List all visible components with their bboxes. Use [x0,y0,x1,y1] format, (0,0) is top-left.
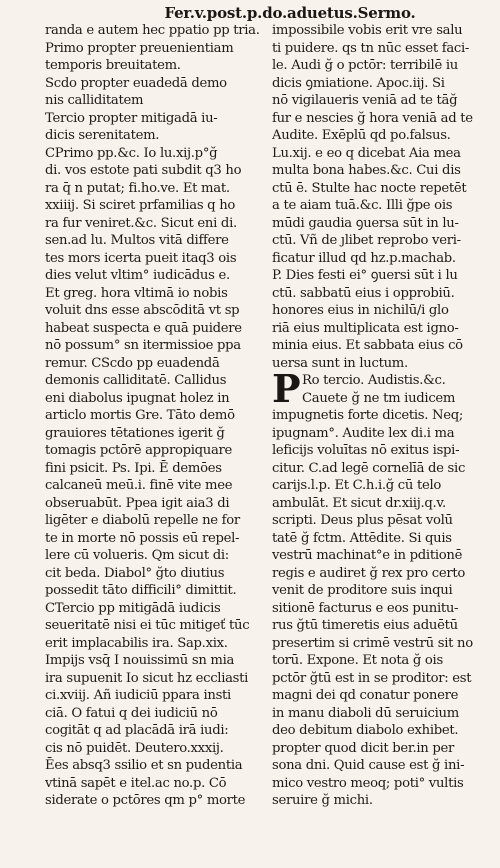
text-line: lere cū volueris. Qm sicut di: [45,548,229,563]
text-line: presertim si crimē vestrū sit no [272,635,473,651]
text-line: grauiores tētationes igerit ğ [45,425,225,441]
text-line: multa bona habes.&c. Cui dis [272,163,461,178]
text-line: di. vos estote pati subdit q3 ho [45,163,242,178]
text-line: voluit dns esse abscōditā vt sp [45,303,240,318]
text-line: ra fur veniret.&c. Sicut eni di. [45,215,237,231]
text-line: xxiiij. Si sciret prfamilias q ho [45,198,236,213]
text-line: deo debitum diabolo exhibet. [272,723,459,738]
text-line: citur. C.ad legē cornelīā de sic [272,460,466,476]
text-line: ira supuenit Io sicut hz eccliasti [45,670,249,686]
dropcap-initial: P [272,366,301,411]
right-column [272,22,494,810]
text-line: cit beda. Diabol° ğto diutius [45,565,225,581]
text-line: Scdo propter euadedā demo [45,75,227,91]
text-line: mūdi gaudia ꝯuersa sūt in lu- [272,215,459,231]
text-line: vtinā sapēt e itel.ac no.p. Cō [45,775,227,791]
text-line: Primo propter preuenientiam [45,40,234,56]
text-line: seueritatē nisi ei tūc mitigeť tūc [45,618,250,633]
text-line: nō possum° sn itermissioe ppa [45,338,241,353]
text-line: propter quod dicit ber.in per [272,740,455,756]
text-line: ligēter e diabolū repelle ne for [45,513,240,528]
text-line: Tercio propter mitigadā iu- [45,110,218,126]
text-line: impossibile vobis erit vre salu [272,23,463,38]
text-line: pctōr ğtū est in se proditor: est [272,670,472,686]
text-line: dicis serenitatem. [45,128,160,143]
text-line: tomagis pctōrē appropiquare [45,443,233,458]
text-line: Ro tercio. Audistis.&c. [302,373,446,388]
text-line: leficijs voluītas nō exitus ispi- [272,443,460,458]
running-header: Fer.v.post.p.do.aduetus.Sermo. [164,4,416,22]
text-line: sen.ad lu. Multos vitā differe [45,233,229,248]
text-line: le. Audi ğ o pctōr: terribilē iu [272,58,458,73]
text-line: vestrū machinat°e in pditionē [272,548,463,563]
text-line: venit de proditore suis inqui [272,583,453,598]
text-line: randa e autem hec ppatio pp tria. [45,23,260,38]
right-column-bottom [272,407,494,810]
text-line: riā eius multiplicata est igno- [272,320,459,336]
text-line: fini psicit. Ps. Ipi. Ē demōes [45,460,222,476]
text-line: calcaneū meū.i. finē vite mee [45,478,233,493]
text-line: obseruabūt. Ppea igit aia3 di [45,495,230,511]
text-line: habeat suspecta e quā puidere [45,320,242,336]
text-line: dies velut vltim° iudicādus e. [45,268,230,283]
text-line: torū. Expone. Et nota ğ ois [272,653,443,668]
text-line: Impijs vsq̄ I nouissimū sn mia [45,653,235,668]
text-line: erit implacabilis ira. Sap.xix. [45,635,228,651]
text-line: Ēes absq3 ssilio et sn pudentia [45,758,243,773]
text-line: cogitāt q ad placādā irā iudi: [45,723,229,738]
paragraph-dropcap-block [272,366,494,411]
text-line: regis e audiret ğ rex pro certo [272,565,466,581]
text-line: mico vestro meoq; poti° vultis [272,775,464,791]
text-line: articlo mortis Gre. Tāto demō [45,408,235,423]
left-column [45,22,263,810]
text-line: ctū. Vñ de ȷlibet reprobo veri- [272,233,461,248]
text-line: temporis breuitatem. [45,58,181,73]
text-line: ra q̄ n putat; fi.ho.ve. Et mat. [45,180,230,196]
text-line: tes mors icerta pueit itaq3 ois [45,250,237,266]
text-line: seruire ğ michi. [272,793,373,808]
text-line: CTercio pp mitigādā iudicis [45,600,221,616]
text-line: Et greg. hora vltimā io nobis [45,285,228,301]
text-line: tatē ğ fctm. Attēdite. Si quis [272,530,452,546]
text-line: cis nō puidēt. Deutero.xxxij. [45,740,224,756]
dropcap-lines [272,366,494,411]
text-line: ti puidere. qs tn nūc esset faci- [272,40,470,56]
text-line: nis calliditatem [45,93,144,108]
text-line: demonis calliditatē. Callidus [45,373,227,388]
text-line: dicis ꝯmiatione. Apoc.iij. Si [272,75,445,91]
text-line: CPrimo pp.&c. Io lu.xij.p°ğ [45,145,218,161]
text-line: Cauete ğ ne tm iudicem [302,390,456,406]
text-line: rus ğtū timeretis eius aduētū [272,618,458,633]
text-line: remur. CScdo pp euadendā [45,355,220,371]
text-line: ctū. sabbatū eius i opprobiū. [272,285,455,301]
text-line: te in morte nō possis eū repel- [45,530,240,546]
text-line: in manu diaboli dū seruicium [272,705,459,721]
text-line: uersa sunt in luctum. [272,355,408,371]
text-line: honores eius in nichilū/i glo [272,303,449,318]
text-line: Lu.xij. e eo q dicebat Aia mea [272,145,461,161]
text-line: carijs.l.p. Et C.h.i.ğ cū telo [272,478,442,493]
text-line: eni diabolus ipugnat holez in [45,390,230,406]
text-line: siderate o pctōres qm p° morte [45,793,246,808]
text-line: ci.xviij. Añ iudiciū ppara insti [45,688,231,703]
text-line: sona dni. Quid cause est ğ ini- [272,758,465,773]
text-line: ciā. O fatui q dei iudiciū nō [45,705,218,721]
right-column-top [272,22,494,372]
text-line: ficatur illud qd hz.p.machab. [272,250,456,266]
text-line: a te aiam tuā.&c. Illi ğpe ois [272,198,453,213]
text-line: ipugnam°. Audite lex di.i ma [272,425,455,441]
text-line: possedit tāto difficili° dimittit. [45,583,237,598]
text-line: scripti. Deus plus pēsat volū [272,513,453,528]
text-line: impugnetis forte dicetis. Neq; [272,408,464,423]
text-line: ambulāt. Et sicut dr.xiij.q.v. [272,495,446,511]
text-line: ctū ē. Stulte hac nocte repetēt [272,180,467,196]
text-line: fur e nescies ğ hora veniā ad te [272,110,473,126]
text-line: sitionē facturus e eos punitu- [272,600,459,616]
text-line: P. Dies festi ei° ꝯuersi sūt i lu [272,268,458,283]
text-line: Audite. Exēplū qd po.falsus. [272,128,451,143]
text-line: minia eius. Et sabbata eius cō [272,338,463,353]
text-line: nō vigilaueris veniā ad te tāğ [272,93,458,108]
text-line: magni dei qd conatur ponere [272,688,459,703]
